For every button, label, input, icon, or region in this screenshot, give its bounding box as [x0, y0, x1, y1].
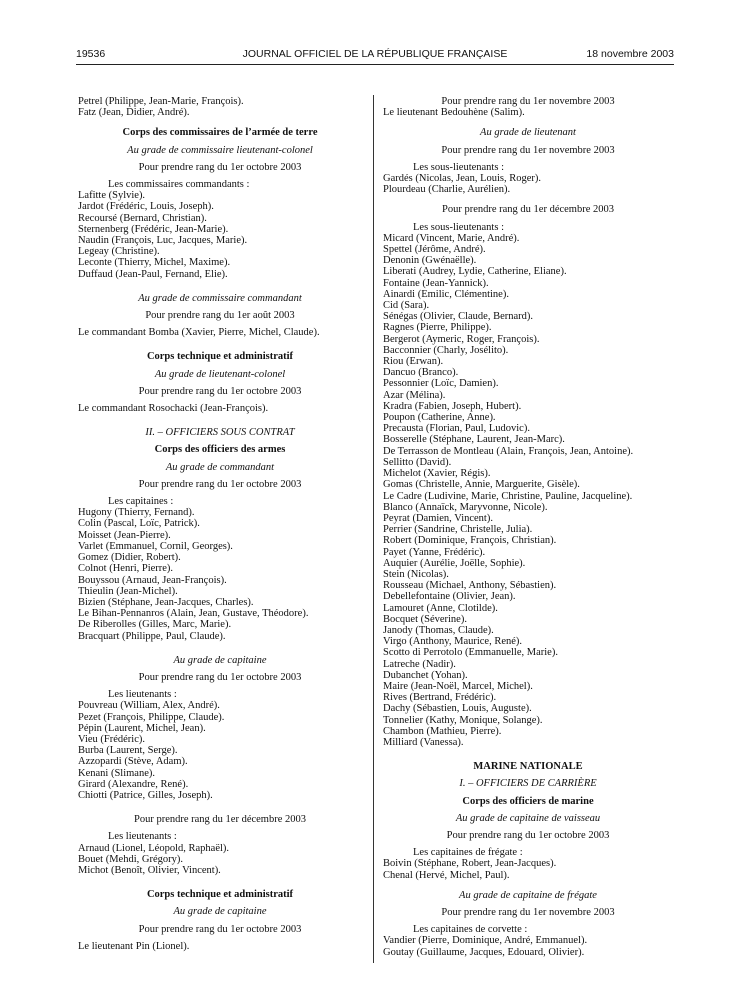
right-column	[383, 96, 673, 958]
journal-title: JOURNAL OFFICIEL DE LA RÉPUBLIQUE FRANÇAISE	[242, 48, 508, 60]
rank-date-line: Pour prendre rang du 1er novembre 2003	[441, 144, 615, 156]
grade-heading: Au grade de lieutenant	[480, 127, 576, 139]
rank-date-line: Pour prendre rang du 1er octobre 2003	[446, 829, 610, 841]
officer-entry: Azar (Mélina).	[383, 389, 446, 401]
officer-entry: Debellefontaine (Olivier, Jean).	[383, 591, 516, 603]
page-number: 19536	[76, 48, 106, 60]
officer-entry: Pouvreau (William, Alex, André).	[78, 700, 220, 712]
spacer	[383, 195, 673, 204]
officer-entry: Naudin (François, Luc, Jacques, Marie).	[78, 235, 248, 247]
officer-entry: Azzopardi (Stève, Adam).	[78, 756, 188, 768]
group-label: Les commissaires commandants :	[108, 179, 250, 191]
officer-entry: De Terrasson de Montleau (Alain, François, Jean, Antoine).	[383, 445, 634, 457]
spacer	[78, 118, 362, 127]
officer-entry: Micard (Vincent, Marie, André).	[383, 232, 520, 244]
officer-entry: Le lieutenant Pin (Lionel).	[78, 940, 190, 952]
rank-date-line: Pour prendre rang du 1er octobre 2003	[138, 385, 302, 397]
officer-entry: Ainardi (Emilic, Clémentine).	[383, 288, 509, 300]
corps-heading: Corps technique et administratif	[146, 351, 294, 363]
corps-heading: Corps des officiers des armes	[154, 444, 286, 456]
section-heading: I. – OFFICIERS DE CARRIÈRE	[459, 778, 597, 790]
officer-entry: Chiotti (Patrice, Gilles, Joseph).	[78, 789, 213, 801]
officer-entry: Lafitte (Sylvie).	[78, 190, 146, 202]
officer-entry: Cid (Sara).	[383, 300, 430, 312]
grade-heading: Au grade de capitaine	[173, 906, 267, 918]
page-header	[76, 40, 674, 68]
officer-entry: Fatz (Jean, Didier, André).	[78, 107, 190, 119]
officer-entry: Leconte (Thierry, Michel, Maxime).	[78, 257, 231, 269]
officer-entry: Jardot (Frédéric, Louis, Joseph).	[78, 201, 214, 213]
officer-entry: Girard (Alexandre, René).	[78, 778, 189, 790]
rank-date-line: Pour prendre rang du 1er octobre 2003	[138, 923, 302, 935]
spacer	[383, 881, 673, 890]
officer-entry: Arnaud (Lionel, Léopold, Raphaël).	[78, 842, 230, 854]
rank-date-line: Pour prendre rang du 1er août 2003	[145, 310, 295, 322]
officer-entry: Gomas (Christelle, Annie, Marguerite, Gisèle).	[383, 479, 580, 491]
spacer	[383, 748, 673, 761]
officer-entry: Pessonnier (Loïc, Damien).	[383, 378, 499, 390]
spacer	[78, 280, 362, 293]
officer-entry: Janody (Thomas, Claude).	[383, 624, 494, 636]
officer-entry: Robert (Dominique, François, Christian).	[383, 535, 557, 547]
officer-entry: Vandier (Pierre, Dominique, André, Emmanuel).	[383, 935, 588, 947]
officer-entry: Virgo (Anthony, Maurice, René).	[383, 636, 523, 648]
group-label: Les capitaines de corvette :	[413, 924, 528, 936]
officer-entry: Bracquart (Philippe, Paul, Claude).	[78, 630, 226, 642]
spacer	[78, 801, 362, 814]
officer-entry: Ragnes (Pierre, Philippe).	[383, 322, 492, 334]
group-label: Les lieutenants :	[108, 831, 177, 843]
officer-entry: Moisset (Jean-Pierre).	[78, 529, 171, 541]
officer-entry: Thieulin (Jean-Michel).	[78, 585, 178, 597]
group-label: Les capitaines :	[108, 496, 174, 508]
officer-entry: Le Cadre (Ludivine, Marie, Christine, Pauline, Jacqueline).	[383, 490, 633, 502]
officer-entry: Chambon (Mathieu, Pierre).	[383, 725, 502, 737]
group-label: Les sous-lieutenants :	[413, 221, 504, 233]
corps-heading: Corps des commissaires de l’armée de terre	[122, 127, 318, 139]
officer-entry: Bacconnier (Charly, Josélito).	[383, 344, 509, 356]
grade-heading: Au grade de commandant	[165, 461, 275, 473]
officer-entry: Fontaine (Jean-Yannick).	[383, 277, 489, 289]
officer-entry: Kradra (Fabien, Joseph, Hubert).	[383, 400, 522, 412]
officer-entry: Vieu (Frédéric).	[78, 733, 146, 745]
officer-entry: Colin (Pascal, Loïc, Patrick).	[78, 518, 200, 530]
officer-entry: Liberati (Audrey, Lydie, Catherine, Eliane).	[383, 266, 567, 278]
officer-entry: Bocquet (Séverine).	[383, 613, 467, 625]
officer-entry: Plourdeau (Charlie, Aurélien).	[383, 184, 511, 196]
officer-entry: Sternenberg (Frédéric, Jean-Marie).	[78, 223, 229, 235]
officer-entry: Colnot (Henri, Pierre).	[78, 563, 174, 575]
group-label: Les capitaines de frégate :	[413, 847, 523, 859]
officer-entry: Le lieutenant Bedouhène (Salim).	[383, 107, 525, 119]
officer-entry: Bosserelle (Stéphane, Laurent, Jean-Marc).	[383, 434, 565, 446]
officer-entry: Bizien (Stéphane, Jean-Jacques, Charles).	[78, 596, 254, 608]
grade-heading: Au grade de capitaine	[173, 654, 267, 666]
officer-entry: Pépin (Laurent, Michel, Jean).	[78, 722, 206, 734]
rank-date-line: Pour prendre rang du 1er décembre 2003	[133, 814, 307, 826]
officer-entry: Perrier (Sandrine, Christelle, Julia).	[383, 524, 533, 536]
officer-entry: Spettel (Jérôme, André).	[383, 244, 486, 256]
officer-entry: Rousseau (Michael, Anthony, Sébastien).	[383, 580, 557, 592]
officer-entry: Auquier (Aurélie, Joëlle, Sophie).	[383, 557, 526, 569]
officer-entry: Latreche (Nadir).	[383, 658, 456, 670]
spacer	[78, 414, 362, 427]
officer-entry: Dachy (Sébastien, Louis, Auguste).	[383, 703, 532, 715]
officer-entry: Gomez (Didier, Robert).	[78, 552, 181, 564]
corps-heading: Corps technique et administratif	[146, 889, 294, 901]
officer-entry: Precausta (Florian, Paul, Ludovic).	[383, 423, 530, 435]
officer-entry: Blanco (Annaïck, Maryvonne, Nicole).	[383, 501, 548, 513]
officer-entry: Michelot (Xavier, Régis).	[383, 468, 491, 480]
spacer	[78, 642, 362, 655]
grade-heading: Au grade de commissaire lieutenant-colonel	[127, 144, 313, 156]
officer-entry: Riou (Erwan).	[383, 356, 444, 368]
section-heading: II. – OFFICIERS SOUS CONTRAT	[145, 427, 295, 439]
officer-entry: Hugony (Thierry, Fernand).	[78, 507, 195, 519]
officer-entry: Peyrat (Damien, Vincent).	[383, 512, 493, 524]
group-label: Les sous-lieutenants :	[413, 161, 504, 173]
officer-entry: Kenani (Slimane).	[78, 767, 155, 779]
issue-date: 18 novembre 2003	[586, 48, 674, 60]
officer-entry: Boivin (Stéphane, Robert, Jean-Jacques).	[383, 858, 557, 870]
officer-entry: Dubanchet (Yohan).	[383, 669, 468, 681]
officer-entry: Scotto di Perrotolo (Emmanuelle, Marie).	[383, 647, 558, 659]
officer-entry: Varlet (Emmanuel, Cornil, Georges).	[78, 540, 233, 552]
spacer	[383, 118, 673, 127]
officer-entry: Burba (Laurent, Serge).	[78, 745, 178, 757]
grade-heading: Au grade de capitaine de vaisseau	[455, 812, 601, 824]
officer-entry: Duffaud (Jean-Paul, Fernand, Elie).	[78, 268, 228, 280]
officer-entry: Tonnelier (Kathy, Monique, Solange).	[383, 714, 543, 726]
officer-entry: Sellitto (David).	[383, 456, 452, 468]
grade-heading: Au grade de commissaire commandant	[138, 292, 302, 304]
officer-entry: Petrel (Philippe, Jean-Marie, François).	[78, 96, 244, 107]
corps-heading: MARINE NATIONALE	[473, 761, 583, 773]
officer-entry: Lamouret (Anne, Clotilde).	[383, 602, 498, 614]
grade-heading: Au grade de lieutenant-colonel	[154, 368, 286, 380]
officer-entry: De Riberolles (Gilles, Marc, Marie).	[78, 619, 232, 631]
column-divider	[373, 95, 374, 963]
spacer	[78, 876, 362, 889]
officer-entry: Poupon (Catherine, Anne).	[383, 412, 496, 424]
officer-entry: Milliard (Vanessa).	[383, 736, 464, 748]
officer-entry: Recoursé (Bernard, Christian).	[78, 212, 207, 224]
officer-entry: Legeay (Christine).	[78, 246, 160, 258]
officer-entry: Le Bihan-Pennanros (Alain, Jean, Gustave, Théodore).	[78, 608, 309, 620]
rank-date-line: Pour prendre rang du 1er décembre 2003	[441, 204, 615, 216]
officer-entry: Bouet (Mehdi, Grégory).	[78, 853, 183, 865]
officer-entry: Le commandant Rosochacki (Jean-François).	[78, 403, 269, 415]
grade-heading: Au grade de capitaine de frégate	[459, 889, 597, 901]
officer-entry: Rives (Bertrand, Frédéric).	[383, 692, 497, 704]
rank-date-line: Pour prendre rang du 1er octobre 2003	[138, 671, 302, 683]
group-label: Les lieutenants :	[108, 689, 177, 701]
officer-entry: Maire (Jean-Noël, Marcel, Michel).	[383, 680, 533, 692]
officer-entry: Stein (Nicolas).	[383, 568, 449, 580]
spacer	[78, 338, 362, 351]
rank-date-line: Pour prendre rang du 1er novembre 2003	[441, 907, 615, 918]
officer-entry: Sénégas (Olivier, Claude, Bernard).	[383, 311, 534, 323]
officer-entry: Michot (Benoît, Olivier, Vincent).	[78, 864, 221, 876]
officer-entry: Bouyssou (Arnaud, Jean-François).	[78, 574, 227, 586]
officer-entry: Goutay (Guillaume, Jacques, Edouard, Olivier).	[383, 946, 585, 958]
officer-entry: Bergerot (Aymeric, Roger, François).	[383, 333, 540, 345]
rank-date-line: Pour prendre rang du 1er octobre 2003	[138, 161, 302, 173]
officer-entry: Denonin (Gwénaëlle).	[383, 255, 477, 267]
corps-heading: Corps des officiers de marine	[462, 795, 594, 807]
officer-entry: Gardés (Nicolas, Jean, Louis, Roger).	[383, 173, 542, 185]
officer-entry: Le commandant Bomba (Xavier, Pierre, Michel, Claude).	[78, 327, 320, 339]
left-column	[78, 96, 362, 952]
officer-entry: Payet (Yanne, Frédéric).	[383, 546, 486, 558]
rank-date-line: Pour prendre rang du 1er novembre 2003	[441, 96, 615, 107]
header-rule	[76, 64, 674, 65]
officer-entry: Pezet (François, Philippe, Claude).	[78, 711, 225, 723]
rank-date-line: Pour prendre rang du 1er octobre 2003	[138, 478, 302, 490]
officer-entry: Dancuo (Branco).	[383, 367, 459, 379]
officer-entry: Chenal (Hervé, Michel, Paul).	[383, 869, 510, 881]
